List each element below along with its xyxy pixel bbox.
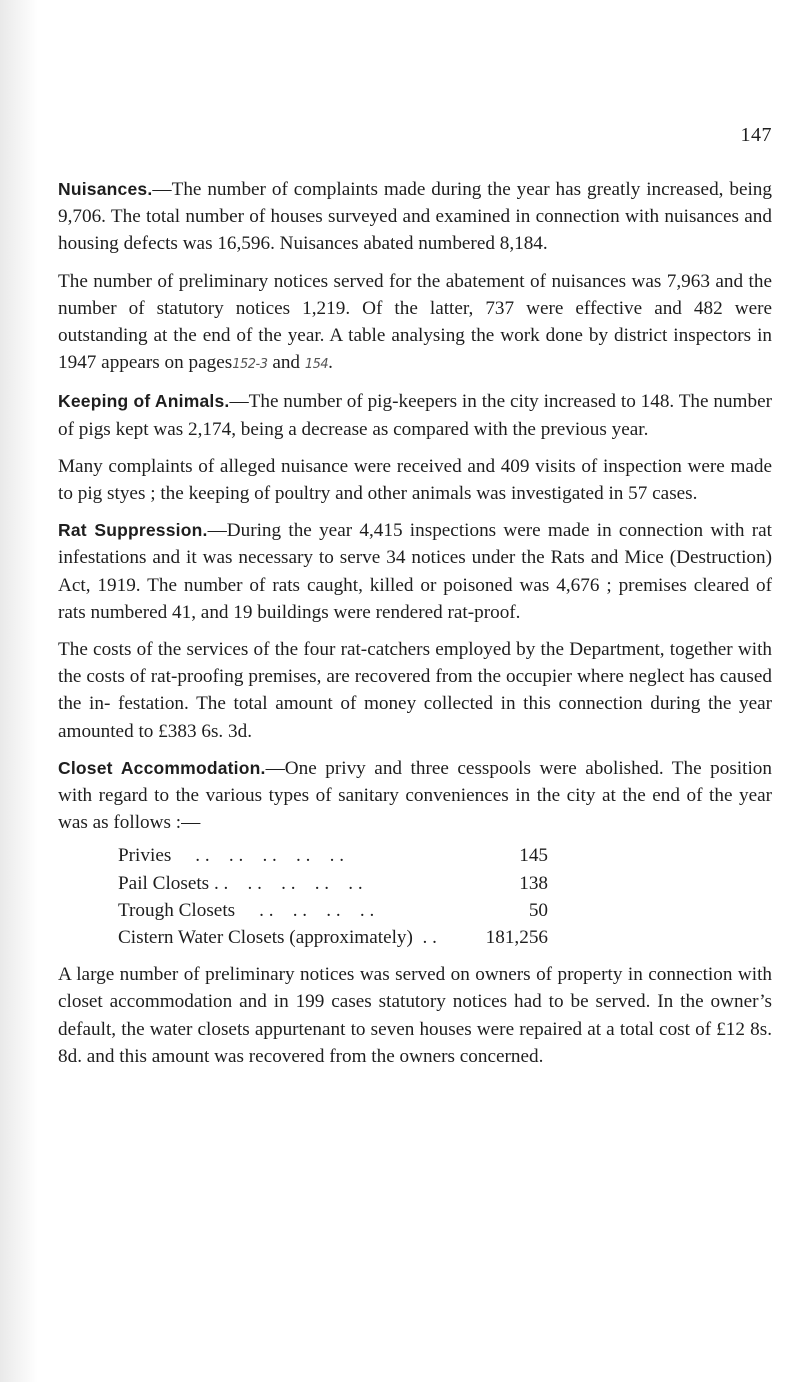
convenience-type: Privies . . . . . . . . . . xyxy=(118,845,344,867)
section-heading-keeping-animals: Keeping of Animals. xyxy=(58,391,230,412)
dot-leader: . . . . . . . . xyxy=(247,872,363,894)
paragraph-text: The number of complaints made during the year has greatly increased, being 9,706. The total number of houses surveyed and examined in connection with nuisances and housing defects was 16,596. Nuisances abated numbered 8,184. xyxy=(58,179,772,255)
sanitary-conveniences-table xyxy=(118,842,548,951)
heading-dash: — xyxy=(152,179,172,200)
convenience-type: Cistern Water Closets (approximately) . . xyxy=(118,927,437,949)
animals-paragraph-1 xyxy=(58,388,772,442)
handwritten-page-ref-1: 152-3 xyxy=(232,357,268,373)
convenience-count: 181,256 xyxy=(485,927,548,949)
dot-leader: . . . . . . . . . . xyxy=(195,845,344,867)
table-row xyxy=(118,870,548,897)
section-heading-rat-suppression: Rat Suppression. xyxy=(58,520,208,541)
page-number: 147 xyxy=(740,124,772,146)
paragraph-text: One privy and three cesspools were abolished. The position with regard to the various types of sanitary conveniences in the city at the end of the year was as follows :— xyxy=(58,757,772,834)
nuisances-paragraph-2 xyxy=(58,268,772,379)
convenience-type: Trough Closets . . . . . . . . xyxy=(118,899,375,921)
heading-dash: — xyxy=(265,757,285,779)
paragraph-text: The number of preliminary notices served for the abatement of nuisances was 7,963 and the number of statutory notices 1,219. Of the latter, 737 were effective and 482 were outstanding at the end of the year. A table analysing the work done by district inspectors in 1947 appears on pages xyxy=(58,270,772,374)
section-heading-nuisances: Nuisances. xyxy=(58,179,153,199)
paragraph-text: During the year 4,415 inspections were made in connection with rat infestations and it was necessary to serve 34 notices under the Rats and Mice (Destruction) Act, 1919. The number of rats caught, killed or poisoned was 4,676 ; premises cleared of rats numbered 41, and 19 buildings were rendered rat-proof. xyxy=(58,520,772,623)
conjunction: and xyxy=(267,352,305,374)
sentence-end: . xyxy=(328,352,333,374)
section-heading-closet-accommodation: Closet Accommodation. xyxy=(58,757,266,778)
rats-paragraph-2: The costs of the services of the four rat-catchers employed by the Department, together with the costs of rat-proofing premises, are recovered from the occupier where neglect has caused the in- festation. The total amount of money collected in this connection during the year amounted to £383 6s. 3d. xyxy=(58,639,772,742)
heading-dash: — xyxy=(229,391,249,413)
table-row xyxy=(118,924,548,951)
rats-paragraph-1 xyxy=(58,517,772,626)
convenience-count: 138 xyxy=(519,872,548,894)
closets-paragraph-1 xyxy=(58,755,772,837)
convenience-count: 145 xyxy=(519,845,548,867)
body-text xyxy=(58,176,772,1080)
convenience-count: 50 xyxy=(528,899,548,921)
dot-leader: . . xyxy=(422,927,437,949)
nuisances-paragraph-1 xyxy=(58,176,772,258)
table-row xyxy=(118,842,548,869)
convenience-type: Pail Closets . . . . . . . . . . xyxy=(118,872,363,894)
scan-shadow xyxy=(0,0,38,1382)
table-row xyxy=(118,897,548,924)
handwritten-page-ref-2: 154 xyxy=(304,357,329,373)
heading-dash: — xyxy=(207,520,227,542)
closets-paragraph-2: A large number of preliminary notices was served on owners of property in connection with closet accommodation and in 199 cases statutory notices had to be served. In the owner’s default, the water closets appurtenant to seven houses were repaired at a total cost of £12 8s. 8d. and this amount was recovered from the owners concerned. xyxy=(58,964,772,1067)
paragraph-text: The number of pig-keepers in the city increased to 148. The number of pigs kept was 2,174, being a decrease as compared with the previous year. xyxy=(58,391,772,440)
dot-leader: . . . . . . . . xyxy=(259,899,375,921)
animals-paragraph-2: Many complaints of alleged nuisance were received and 409 visits of inspection were made to pig styes ; the keeping of poultry and other animals was investigated in 57 cases. xyxy=(58,455,772,505)
